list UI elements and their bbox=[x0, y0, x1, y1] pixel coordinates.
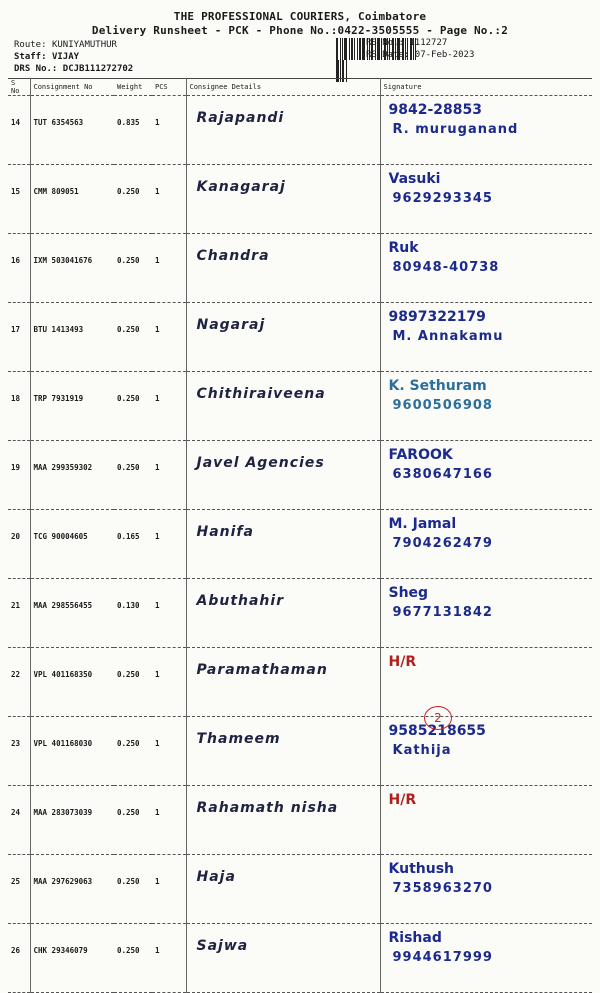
row-consignment-no: TUT 6354563 bbox=[30, 96, 114, 165]
signature-text: FAROOK bbox=[388, 447, 453, 463]
row-weight: 0.250 bbox=[114, 924, 152, 993]
row-weight: 0.250 bbox=[114, 303, 152, 372]
page-number-mark: 2 bbox=[424, 706, 452, 730]
row-pcs: 1 bbox=[152, 786, 186, 855]
consignee-name: Thameem bbox=[196, 731, 281, 747]
row-consignment-no: IXM 503041676 bbox=[30, 234, 114, 303]
table-row bbox=[8, 441, 592, 510]
consignee-name: Sajwa bbox=[196, 938, 249, 954]
signature-phone: 9944617999 bbox=[392, 950, 493, 965]
consignee-name: Rajapandi bbox=[196, 110, 285, 126]
table-header-row bbox=[8, 79, 592, 96]
row-consignment-no: MAA 299359302 bbox=[30, 441, 114, 510]
row-signature-cell bbox=[380, 165, 592, 234]
route-label: Route: bbox=[14, 40, 47, 50]
row-pcs: 1 bbox=[152, 303, 186, 372]
row-consignment-no: VPL 401168350 bbox=[30, 648, 114, 717]
row-signature-cell bbox=[380, 648, 592, 717]
signature-text: 9842-28853 bbox=[388, 102, 482, 118]
signature-phone: R. muruganand bbox=[392, 122, 519, 137]
signature-phone: 9677131842 bbox=[392, 605, 493, 620]
row-signature-cell bbox=[380, 717, 592, 786]
row-sno: 24 bbox=[8, 786, 30, 855]
row-signature-cell bbox=[380, 96, 592, 165]
signature-text: Kuthush bbox=[388, 861, 454, 877]
signature-phone: 6380647166 bbox=[392, 467, 493, 482]
row-consignment-no: VPL 401168030 bbox=[30, 717, 114, 786]
row-consignment-no: MAA 297629063 bbox=[30, 855, 114, 924]
row-pcs: 1 bbox=[152, 924, 186, 993]
consignee-name: Chandra bbox=[196, 248, 270, 264]
signature-text: 9897322179 bbox=[388, 309, 486, 325]
barcode-bar bbox=[349, 38, 350, 60]
table-row bbox=[8, 786, 592, 855]
consignee-name: Javel Agencies bbox=[196, 455, 325, 471]
row-sno: 19 bbox=[8, 441, 30, 510]
signature-text: K. Sethuram bbox=[388, 378, 487, 394]
rs-date-label: RS Date: bbox=[366, 50, 410, 60]
table-row bbox=[8, 303, 592, 372]
drs-line bbox=[14, 64, 133, 74]
signature-text: H/R bbox=[388, 792, 417, 808]
row-sno: 20 bbox=[8, 510, 30, 579]
staff-label: Staff: bbox=[14, 52, 47, 62]
row-consignee-cell bbox=[186, 717, 380, 786]
row-weight: 0.165 bbox=[114, 510, 152, 579]
row-signature-cell bbox=[380, 579, 592, 648]
row-pcs: 1 bbox=[152, 372, 186, 441]
row-pcs: 1 bbox=[152, 96, 186, 165]
row-sno: 16 bbox=[8, 234, 30, 303]
route-line bbox=[14, 40, 117, 50]
row-pcs: 1 bbox=[152, 441, 186, 510]
row-signature-cell bbox=[380, 234, 592, 303]
signature-text: Ruk bbox=[388, 240, 419, 256]
row-consignee-cell bbox=[186, 579, 380, 648]
signature-phone: 7358963270 bbox=[392, 881, 493, 896]
rs-date-line bbox=[366, 50, 474, 60]
row-consignee-cell bbox=[186, 648, 380, 717]
signature-phone: 80948-40738 bbox=[392, 260, 500, 275]
consignee-name: Rahamath nisha bbox=[196, 800, 339, 816]
row-consignment-no: TRP 7931919 bbox=[30, 372, 114, 441]
consignee-name: Kanagaraj bbox=[196, 179, 286, 195]
route-value: KUNIYAMUTHUR bbox=[51, 40, 117, 50]
barcode-bar bbox=[359, 38, 361, 60]
row-signature-cell bbox=[380, 441, 592, 510]
row-signature-cell bbox=[380, 510, 592, 579]
table-row bbox=[8, 510, 592, 579]
signature-text: M. Jamal bbox=[388, 516, 457, 532]
row-signature-cell bbox=[380, 372, 592, 441]
table-row bbox=[8, 372, 592, 441]
rs-no-line bbox=[366, 38, 447, 48]
barcode-bar bbox=[344, 38, 347, 60]
row-consignment-no: BTU 1413493 bbox=[30, 303, 114, 372]
drs-value: DCJB111272702 bbox=[62, 64, 134, 74]
runsheet-subtitle: Delivery Runsheet - PCK - Phone No.:0422-3505555 - Page No.:2 bbox=[91, 24, 509, 37]
row-sno: 14 bbox=[8, 96, 30, 165]
barcode-bar bbox=[357, 38, 358, 60]
row-weight: 0.250 bbox=[114, 165, 152, 234]
row-weight: 0.130 bbox=[114, 579, 152, 648]
col-pcs-header: PCS bbox=[152, 79, 186, 96]
row-consignment-no: CHK 29346079 bbox=[30, 924, 114, 993]
row-consignee-cell bbox=[186, 441, 380, 510]
row-pcs: 1 bbox=[152, 717, 186, 786]
table-row bbox=[8, 648, 592, 717]
table-row bbox=[8, 717, 592, 786]
consignee-name: Hanifa bbox=[196, 524, 254, 540]
row-consignment-no: MAA 298556455 bbox=[30, 579, 114, 648]
consignee-name: Abuthahir bbox=[196, 593, 285, 609]
col-sno-header: S No bbox=[8, 79, 30, 96]
signature-text: Vasuki bbox=[388, 171, 441, 187]
barcode-bar bbox=[351, 38, 353, 60]
rs-date-value: 07-Feb-2023 bbox=[414, 50, 475, 60]
row-consignee-cell bbox=[186, 96, 380, 165]
row-weight: 0.250 bbox=[114, 648, 152, 717]
document-title: THE PROFESSIONAL COURIERS, Coimbatore bbox=[173, 10, 427, 23]
row-sno: 25 bbox=[8, 855, 30, 924]
row-weight: 0.835 bbox=[114, 96, 152, 165]
row-consignment-no: CMM 809051 bbox=[30, 165, 114, 234]
row-signature-cell bbox=[380, 924, 592, 993]
row-consignee-cell bbox=[186, 510, 380, 579]
row-consignee-cell bbox=[186, 372, 380, 441]
signature-text: Rishad bbox=[388, 930, 442, 946]
row-consignee-cell bbox=[186, 165, 380, 234]
row-consignment-no: TCG 90004605 bbox=[30, 510, 114, 579]
row-consignment-no: MAA 283073039 bbox=[30, 786, 114, 855]
barcode-bar bbox=[340, 38, 341, 60]
barcode-bar bbox=[354, 38, 355, 60]
signature-text: H/R bbox=[388, 654, 417, 670]
staff-value: VIJAY bbox=[51, 52, 80, 62]
row-signature-cell bbox=[380, 786, 592, 855]
row-sno: 22 bbox=[8, 648, 30, 717]
col-consignment-header: Consignment No bbox=[30, 79, 114, 96]
consignee-name: Paramathaman bbox=[196, 662, 328, 678]
table-row bbox=[8, 855, 592, 924]
row-sno: 15 bbox=[8, 165, 30, 234]
row-sno: 21 bbox=[8, 579, 30, 648]
row-sno: 18 bbox=[8, 372, 30, 441]
row-weight: 0.250 bbox=[114, 855, 152, 924]
row-pcs: 1 bbox=[152, 510, 186, 579]
row-sno: 23 bbox=[8, 717, 30, 786]
row-pcs: 1 bbox=[152, 165, 186, 234]
consignee-name: Haja bbox=[196, 869, 236, 885]
row-weight: 0.250 bbox=[114, 441, 152, 510]
row-weight: 0.250 bbox=[114, 372, 152, 441]
row-weight: 0.250 bbox=[114, 234, 152, 303]
barcode-bar bbox=[362, 38, 365, 60]
row-sno: 17 bbox=[8, 303, 30, 372]
table-row bbox=[8, 579, 592, 648]
signature-phone: Kathija bbox=[392, 743, 452, 758]
row-weight: 0.250 bbox=[114, 717, 152, 786]
barcode-bar bbox=[342, 38, 343, 60]
row-consignee-cell bbox=[186, 303, 380, 372]
signature-phone: 7904262479 bbox=[392, 536, 493, 551]
row-pcs: 1 bbox=[152, 648, 186, 717]
signature-text: 9585218655 bbox=[388, 723, 486, 739]
col-weight-header: Weight bbox=[114, 79, 152, 96]
row-weight: 0.250 bbox=[114, 786, 152, 855]
row-consignee-cell bbox=[186, 924, 380, 993]
table-row bbox=[8, 234, 592, 303]
col-consignee-header: Consignee Details bbox=[186, 79, 380, 96]
row-consignee-cell bbox=[186, 786, 380, 855]
rs-no-value: 1112727 bbox=[409, 38, 448, 48]
rs-no-label: RS No.: bbox=[366, 38, 404, 48]
signature-phone: 9600506908 bbox=[392, 398, 493, 413]
runsheet-table bbox=[8, 78, 592, 993]
table-row bbox=[8, 96, 592, 165]
row-sno: 26 bbox=[8, 924, 30, 993]
row-consignee-cell bbox=[186, 234, 380, 303]
table-row bbox=[8, 165, 592, 234]
staff-line bbox=[14, 52, 79, 62]
consignee-name: Nagaraj bbox=[196, 317, 266, 333]
row-consignee-cell bbox=[186, 855, 380, 924]
row-pcs: 1 bbox=[152, 855, 186, 924]
row-pcs: 1 bbox=[152, 579, 186, 648]
col-signature-header: Signature bbox=[380, 79, 592, 96]
row-signature-cell bbox=[380, 303, 592, 372]
signature-phone: 9629293345 bbox=[392, 191, 493, 206]
table-row bbox=[8, 924, 592, 993]
row-signature-cell bbox=[380, 855, 592, 924]
drs-label: DRS No.: bbox=[14, 64, 58, 74]
row-pcs: 1 bbox=[152, 234, 186, 303]
barcode-bar bbox=[336, 38, 338, 60]
consignee-name: Chithiraiveena bbox=[196, 386, 326, 402]
signature-phone: M. Annakamu bbox=[392, 329, 504, 344]
signature-text: Sheg bbox=[388, 585, 429, 601]
